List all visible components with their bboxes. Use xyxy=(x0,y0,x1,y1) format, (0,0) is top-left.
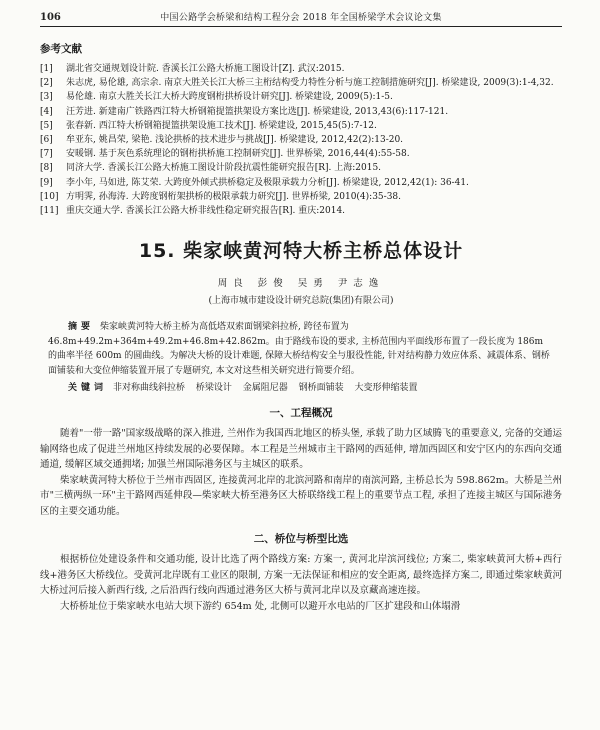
reference-number: [1] xyxy=(40,64,53,74)
keywords-text: 非对称曲线斜拉桥 桥梁设计 金属阻尼器 钢桥面铺装 大变形伸缩装置 xyxy=(113,383,418,394)
reference-item xyxy=(40,147,562,161)
reference-item xyxy=(40,62,562,76)
article-title: 15. 柴家峡黄河特大桥主桥总体设计 xyxy=(138,240,464,263)
reference-number: [2] xyxy=(40,78,53,89)
reference-item xyxy=(40,76,562,90)
reference-text: 易伦雄. 南京大胜关长江大桥大跨度钢桁拱桥设计研究[J]. 桥梁建设, 2009(5):1-5. xyxy=(66,92,393,103)
reference-item xyxy=(40,190,562,204)
reference-number: [4] xyxy=(40,106,53,117)
body-paragraph: 大桥桥址位于柴家峡水电站大坝下游约 654m 处, 北侧可以避开水电站的厂区扩建段和山体塌滑 xyxy=(60,600,461,612)
body-paragraph: 根据桥位处建设条件和交通功能, 设计比选了两个路线方案: 方案一, 黄河北岸滨河线位; 方案二, 柴家峡黄河大桥+西行线+港务区大桥线位。受黄河北岸既有工业区的限制, 方案一无法保证和相应的安全距离, 最终选择方案二, 即通过柴家峡黄河大桥过河后接入新西行线, 之后沿西行线向西通过港务区大桥与黄河北岸以及京藏高速连接。 xyxy=(40,554,562,597)
article-affiliation: (上海市城市建设设计研究总院(集团)有限公司) xyxy=(208,296,394,307)
reference-text: 汪芳进. 新建南广铁路西江特大桥钢箱提篮拱架设方案比选[J]. 桥梁建设, 2013,43(6):117-121. xyxy=(66,106,449,117)
reference-number: [3] xyxy=(40,92,53,103)
reference-item xyxy=(40,119,562,133)
reference-number: [8] xyxy=(40,163,53,174)
reference-number: [5] xyxy=(40,120,53,131)
body-paragraph: 柴家峡黄河特大桥位于兰州市西固区, 连接黄河北岸的北滨河路和南岸的南滨河路, 主桥总长为 598.862m。大桥是兰州市"三横两纵一环"主干路网西延伸段—柴家峡大桥至港务区大桥联络线工程上的重要节点工程, 承担了连接主城区与国际港务区的主要交通功能。 xyxy=(40,474,562,517)
reference-number: [7] xyxy=(40,149,53,160)
section-heading: 一、工程概况 xyxy=(269,407,333,420)
reference-item xyxy=(40,176,562,190)
keywords-block xyxy=(68,380,554,393)
reference-text: 湖北省交通规划设计院. 香溪长江公路大桥施工图设计[Z]. 武汉:2015. xyxy=(66,64,345,74)
reference-item xyxy=(40,161,562,175)
reference-text: 牟亚东, 姚昌荣, 梁艳. 浅论拱桥的技术进步与挑战[J]. 桥梁建设, 2012,42(2):13-20. xyxy=(66,135,404,146)
reference-text: 重庆交通大学. 香溪长江公路大桥非线性稳定研究报告[R]. 重庆:2014. xyxy=(66,206,346,217)
reference-list xyxy=(40,62,562,218)
reference-number: [10] xyxy=(40,191,59,202)
reference-item xyxy=(40,105,562,119)
reference-item xyxy=(40,90,562,104)
reference-text: 方明霁, 孙海涛. 大跨度钢桁架拱桥的极限承载力研究[J]. 世界桥梁, 2010(4):35-38. xyxy=(66,191,402,202)
section-heading: 二、桥位与桥型比选 xyxy=(253,533,349,546)
reference-number: [11] xyxy=(40,206,59,217)
reference-text: 李小年, 马如进, 陈艾荣. 大跨度外倾式拱桥稳定及极限承载力分析[J]. 桥梁建设, 2012,42(1): 36-41. xyxy=(66,177,469,188)
journal-title: 中国公路学会桥梁和结构工程分会 2018 年全国桥梁学术会议论文集 xyxy=(160,13,442,23)
references-heading: 参考文献 xyxy=(40,43,82,55)
keywords-label: 关键词 xyxy=(68,383,108,394)
reference-text: 张春新. 西江特大桥钢箱提篮拱架设施工技术[J]. 桥梁建设, 2015,45(5):7-12. xyxy=(66,120,377,131)
reference-item xyxy=(40,133,562,147)
article-authors: 周良 彭俊 吴勇 尹志逸 xyxy=(217,278,385,290)
abstract-label: 摘要 xyxy=(68,322,95,333)
running-header xyxy=(40,0,562,27)
reference-item xyxy=(40,204,562,218)
reference-text: 同济大学. 香溪长江公路大桥施工图设计阶段抗震性能研究报告[R]. 上海:2015. xyxy=(66,163,382,174)
abstract-block xyxy=(48,320,554,378)
reference-number: [6] xyxy=(40,135,53,146)
reference-text: 朱志虎, 易伦雄, 高宗余. 南京大胜关长江大桥三主桁结构受力特性分析与施工控制措施研究[J]. 桥梁建设, 2009(3):1-4,32. xyxy=(66,78,554,89)
reference-text: 安暖钢. 基于灰色系统理论的钢桁拱桥施工控制研究[J]. 世界桥梁, 2016,44(4):55-58. xyxy=(66,149,410,160)
page-number: 106 xyxy=(40,12,61,23)
body-paragraph: 随着"一带一路"国家级战略的深入推进, 兰州作为我国西北地区的桥头堡, 承载了助力区域腾飞的重要意义, 完备的交通运输网络也成了促进兰州地区持续发展的必要保障。本工程是兰州城市主干路网的西延伸, 增加西固区和安宁区内的东西向交通通道, 缓解区域交通拥堵; 加强兰州国际港务区与主城区的联系。 xyxy=(40,428,562,471)
abstract-text: 柴家峡黄河特大桥主桥为高低塔双索面钢梁斜拉桥, 跨径布置为 46.8m+49.2m+364m+49.2m+46.8m+42.862m。由于路线布设的要求, 主桥范围内平面线形布置了一段长度为 186m 的曲率半径 600m 的圆曲线。为解决大桥的设计难题, 保障大桥结构安全与服役性能, 针对结构静力效应体系、减震体系、钢桥面铺装和大变位伸缩装置开展了专题研究, 本文对这些相关研究进行简要介绍。 xyxy=(48,322,550,376)
reference-number: [9] xyxy=(40,177,53,188)
